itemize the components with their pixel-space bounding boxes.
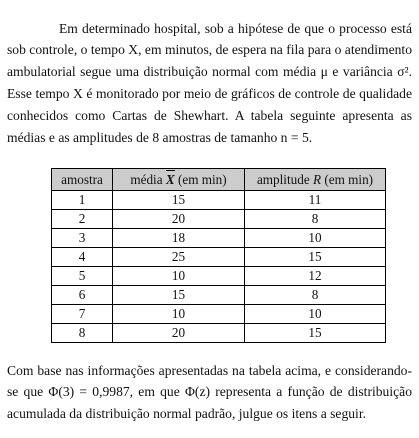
mean-cell: 25 [113, 248, 245, 267]
range-cell: 11 [245, 191, 386, 210]
range-header-suffix: (em min) [321, 171, 374, 187]
sample-column-header: amostra [52, 169, 113, 191]
range-cell: 10 [245, 229, 386, 248]
mean-cell: 10 [113, 267, 245, 286]
table-header-row [52, 169, 386, 191]
sample-cell: 8 [52, 324, 113, 343]
range-cell: 12 [245, 267, 386, 286]
sample-cell: 4 [52, 248, 113, 267]
sample-cell: 7 [52, 305, 113, 324]
mean-cell: 10 [113, 305, 245, 324]
mean-header-suffix: (em min) [174, 171, 227, 187]
range-cell: 8 [245, 210, 386, 229]
table-row [52, 267, 386, 286]
mean-header-prefix: média [130, 171, 166, 187]
sample-cell: 5 [52, 267, 113, 286]
table-row [52, 191, 386, 210]
range-cell: 8 [245, 286, 386, 305]
mean-cell: 20 [113, 324, 245, 343]
mean-column-header [113, 169, 245, 191]
table-row [52, 286, 386, 305]
table-row [52, 248, 386, 267]
intro-paragraph: Em determinado hospital, sob a hipótese de que o processo está sob controle, o tempo X, em minutos, de espera na fila para o atendimento ambulatorial segue uma distribuição normal com média μ e variância σ². Esse tempo X é monitorado por meio de gráficos de controle de qualidade conhecidos como Cartas de Shewhart. A tabela seguinte apresenta as médias e as amplitudes de 8 amostras de tamanho n = 5. [7, 20, 412, 145]
mean-cell: 18 [113, 229, 245, 248]
range-column-header [245, 169, 386, 191]
range-cell: 15 [245, 248, 386, 267]
table-row [52, 210, 386, 229]
range-cell: 10 [245, 305, 386, 324]
sample-cell: 3 [52, 229, 113, 248]
mean-cell: 15 [113, 191, 245, 210]
range-symbol: R [312, 171, 322, 187]
sample-cell: 6 [52, 286, 113, 305]
table-row [52, 324, 386, 343]
sample-cell: 2 [52, 210, 113, 229]
mean-cell: 20 [113, 210, 245, 229]
xbar-symbol: X [165, 171, 175, 187]
range-header-prefix: amplitude [256, 171, 313, 187]
table-row [52, 229, 386, 248]
sample-cell: 1 [52, 191, 113, 210]
range-cell: 15 [245, 324, 386, 343]
mean-cell: 15 [113, 286, 245, 305]
table-row [52, 305, 386, 324]
outro-paragraph: Com base nas informações apresentadas na tabela acima, e considerando-se que Φ(3) = 0,9987, em que Φ(z) representa a função de distribuição acumulada da distribuição normal padrão, julgue os itens a seguir. [7, 362, 412, 422]
samples-table [51, 168, 386, 343]
